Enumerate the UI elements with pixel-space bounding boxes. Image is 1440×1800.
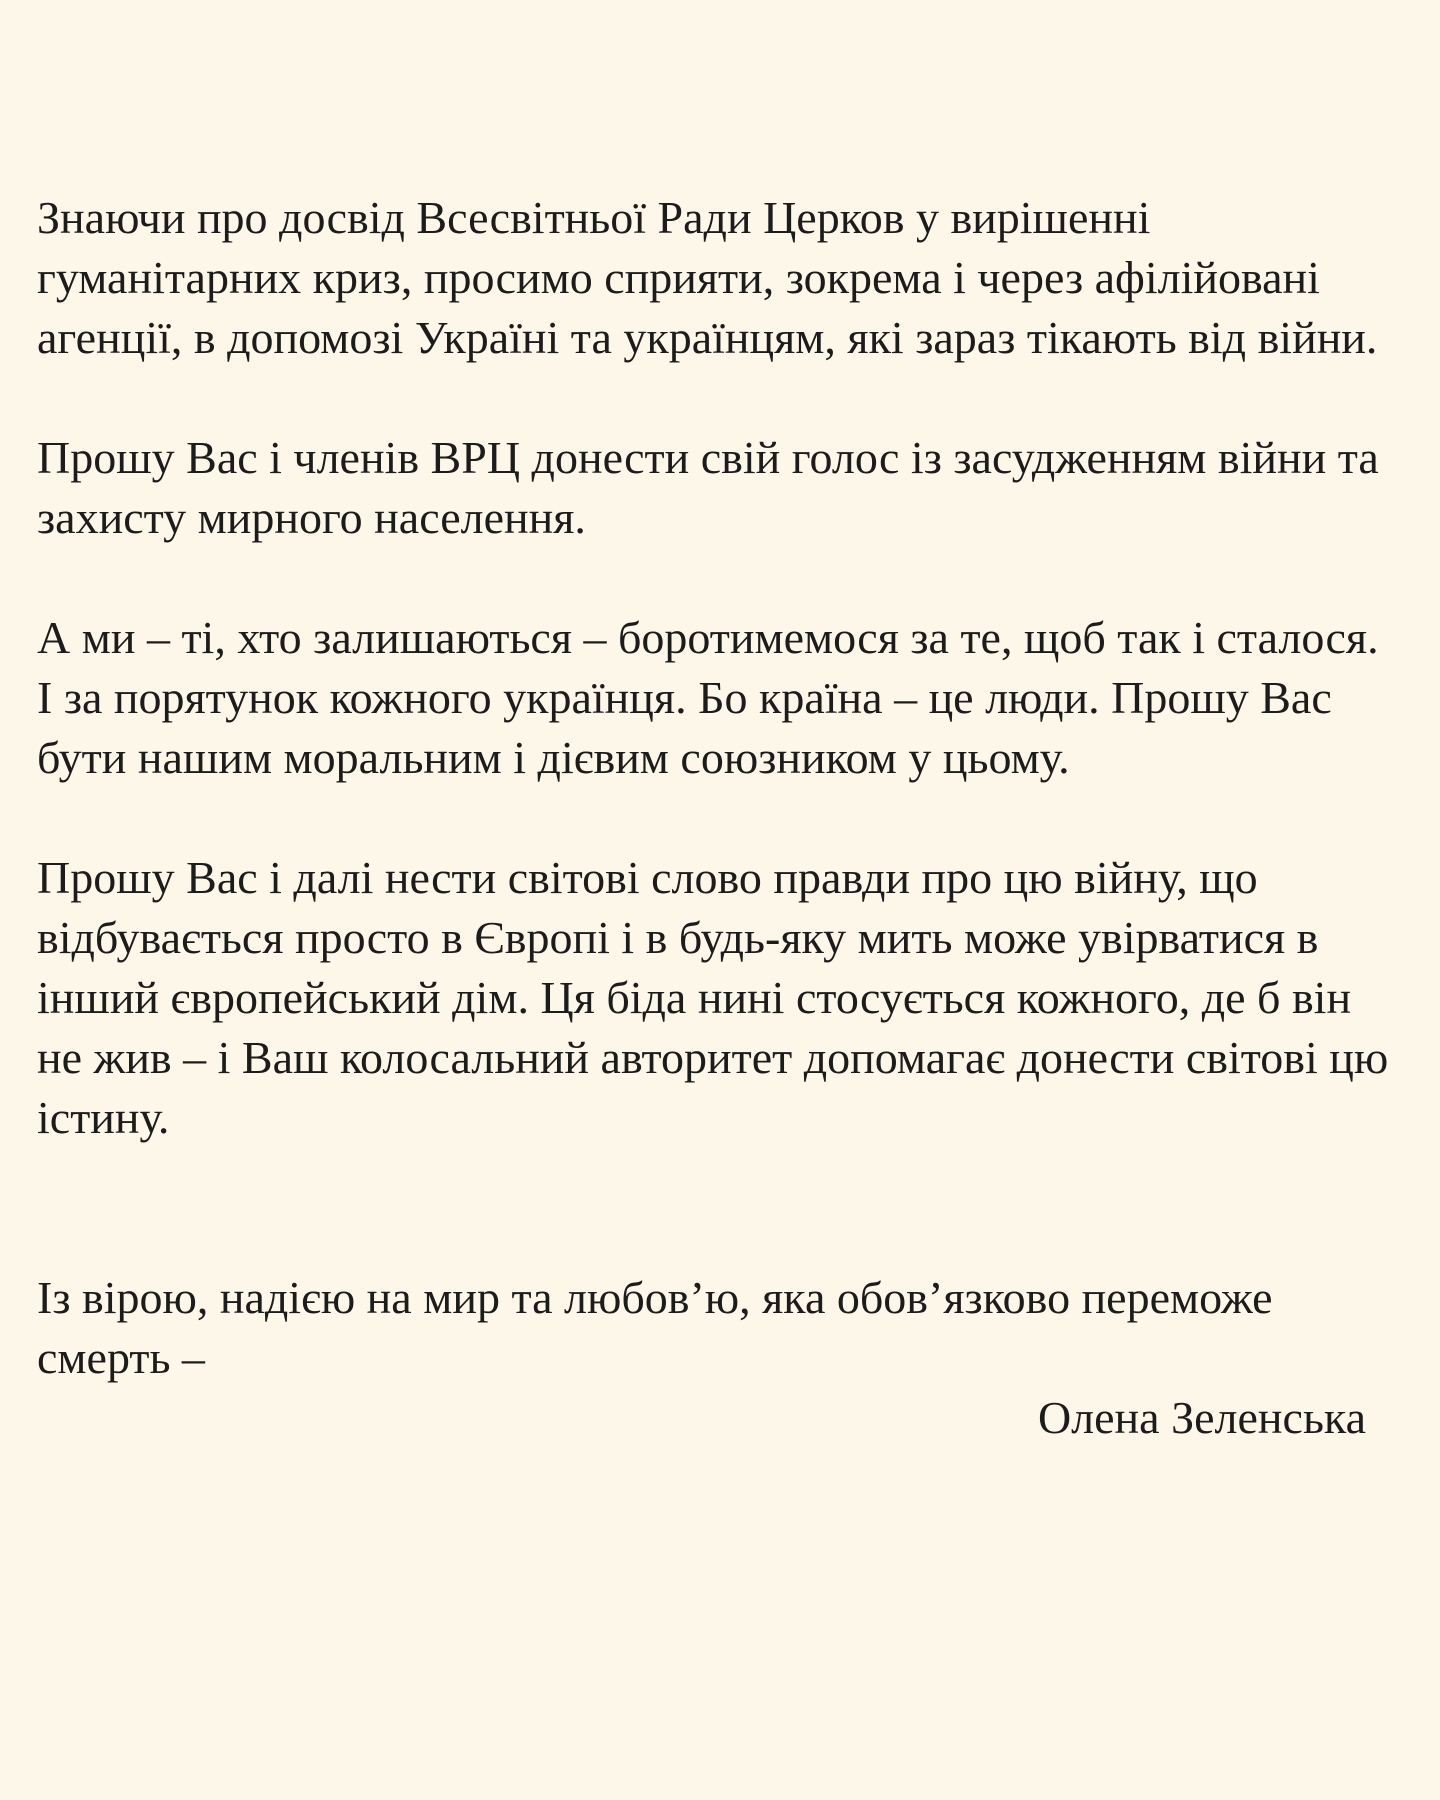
paragraph-gap <box>37 548 1403 608</box>
letter-body <box>37 188 1403 1448</box>
closing-line: Із вірою, надією на мир та любов’ю, яка обов’язково переможе смерть – <box>37 1272 1273 1383</box>
paragraph-wcc-voice: Прошу Вас і членів ВРЦ донести свій голос із засудженням війни та захисту мирного населення. <box>37 432 1379 543</box>
paragraph-gap <box>37 788 1403 848</box>
paragraph-gap <box>37 1148 1403 1268</box>
signature: Олена Зеленська <box>1037 1392 1366 1443</box>
paragraph-word-of-truth: Прошу Вас і далі нести світові слово правди про цю війну, що відбувається просто в Європі і в будь-яку мить може увірватися в інший європейський дім. Ця біда нині стосується кожного, де б він не жив – і Ваш колосальний авторитет допомагає донести світові цю істину. <box>37 852 1389 1143</box>
paragraph-gap <box>37 368 1403 428</box>
paragraph-those-who-stay: А ми – ті, хто залишаються – боротимемося за те, щоб так і сталося. І за порятунок кожного українця. Бо країна – це люди. Прошу Вас бути нашим моральним і дієвим союзником у цьому. <box>37 612 1379 783</box>
paragraph-wcc-humanitarian: Знаючи про досвід Всесвітньої Ради Церков у вирішенні гуманітарних криз, просимо сприяти, зокрема і через афілійовані агенції, в допомозі Україні та українцям, які зараз тікають від війни. <box>37 192 1378 363</box>
